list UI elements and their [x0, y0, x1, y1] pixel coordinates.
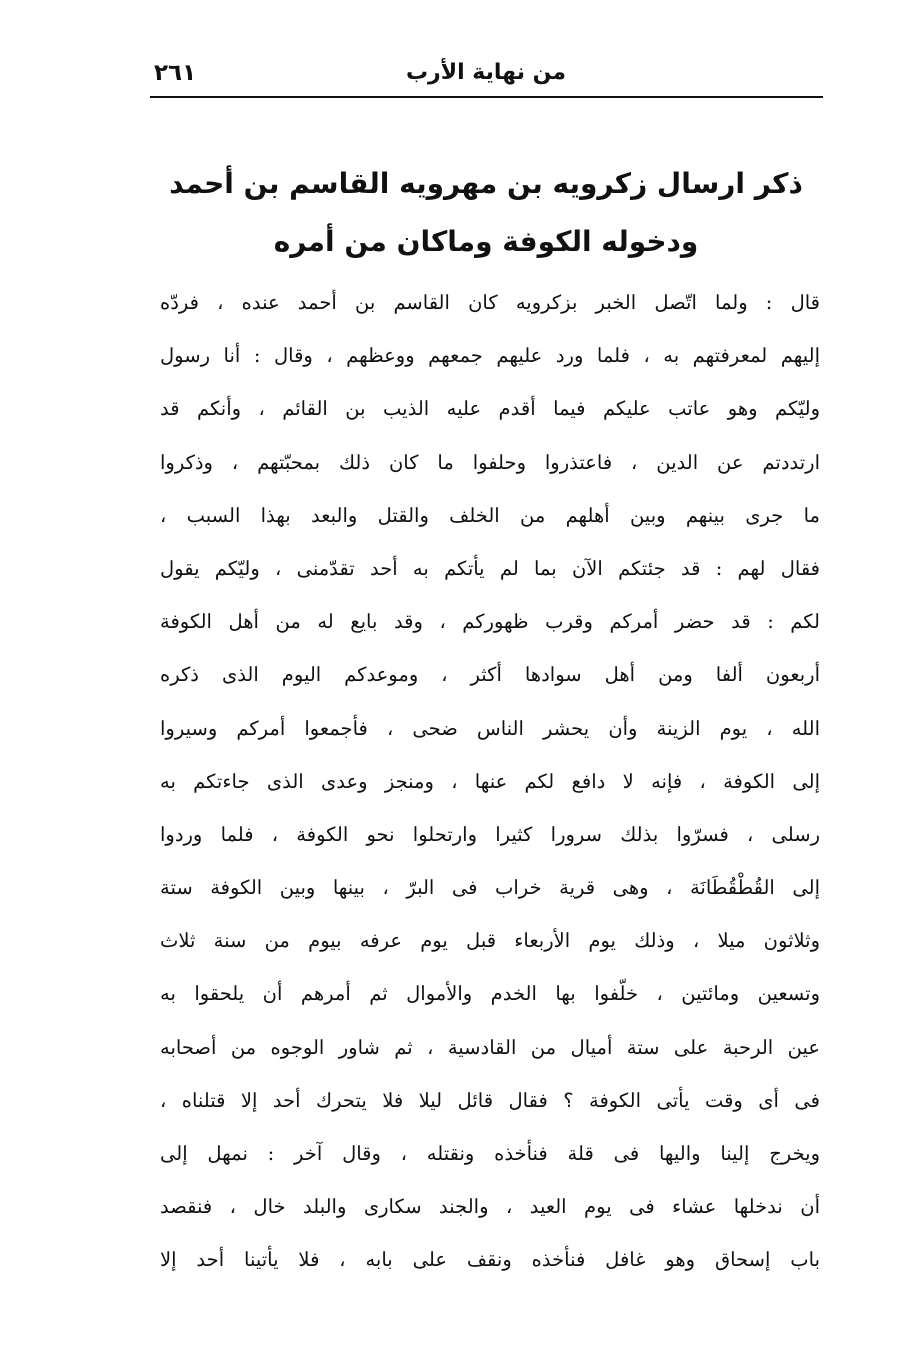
text-line: رسلى ، فسرّوا بذلك سرورا كثيرا وارتحلوا نحو الكوفة ، فلما وردوا: [160, 822, 820, 846]
heading-line: ودخوله الكوفة وماكان من أمره: [273, 225, 699, 258]
text-line: فى أى وقت يأتى الكوفة ؟ فقال قائل ليلا فلا يتحرك أحد إلا قتلناه ،: [160, 1088, 820, 1112]
text-line: الله ، يوم الزينة وأن يحشر الناس ضحى ، فأجمعوا أمركم وسيروا: [160, 716, 820, 740]
header-rule: [150, 96, 823, 98]
running-header: [150, 58, 822, 94]
text-line: وتسعين ومائتين ، خلّفوا بها الخدم والأموال ثم أمرهم أن يلحقوا به: [160, 982, 820, 1006]
text-line: ارتددتم عن الدين ، فاعتذروا وحلفوا ما كان ذلك بمحبّتهم ، وذكروا: [160, 450, 820, 474]
page-number: ٢٦١: [154, 60, 197, 86]
text-line: وليّكم وهو عاتب عليكم فيما أقدم عليه الذيب بن القائم ، وأنكم قد: [160, 397, 820, 421]
section-heading: [150, 160, 822, 276]
body-text: [160, 280, 820, 1291]
text-line: لكم : قد حضر أمركم وقرب ظهوركم ، وقد بايع له من أهل الكوفة: [160, 610, 820, 634]
text-line: إلى الكوفة ، فإنه لا دافع لكم عنها ، ومنجز وعدى الذى جاءتكم به: [160, 769, 820, 793]
text-line: أن ندخلها عشاء فى يوم العيد ، والجند سكارى والبلد خال ، فنقصد: [160, 1195, 820, 1219]
text-line: إليهم لمعرفتهم به ، فلما ورد عليهم جمعهم ووعظهم ، وقال : أنا رسول: [160, 344, 820, 368]
text-line: باب إسحاق وهو غافل فنأخذه ونقف على بابه ، فلا يأتينا أحد إلا: [160, 1248, 820, 1272]
text-line: وثلاثون ميلا ، وذلك يوم الأربعاء قبل يوم عرفه بيوم من سنة ثلاث: [160, 929, 820, 953]
text-line: إلى القُطْقُطَانَة ، وهى قرية خراب فى البرّ ، بينها وبين الكوفة ستة: [160, 876, 820, 900]
running-title: من نهاية الأرب: [405, 60, 567, 85]
text-line: أربعون ألفا ومن أهل سوادها أكثر ، وموعدكم اليوم الذى ذكره: [160, 663, 820, 687]
heading-line: ذكر ارسال زكرويه بن مهرويه القاسم بن أحمد: [169, 167, 803, 200]
text-line: ويخرج إلينا واليها فى قلة فنأخذه ونقتله ، وقال آخر : نمهل إلى: [160, 1142, 820, 1165]
text-line: ما جرى بينهم وبين أهلهم من الخلف والقتل والبعد بهذا السبب ،: [160, 503, 820, 527]
text-line: عين الرحبة على ستة أميال من القادسية ، ثم شاور الوجوه من أصحابه: [160, 1035, 820, 1059]
text-line: قال : ولما اتّصل الخبر بزكرويه كان القاسم بن أحمد عنده ، فردّه: [160, 291, 820, 314]
text-line: فقال لهم : قد جئتكم الآن بما لم يأتكم به أحد تقدّمنى ، وليّكم يقول: [160, 556, 820, 580]
